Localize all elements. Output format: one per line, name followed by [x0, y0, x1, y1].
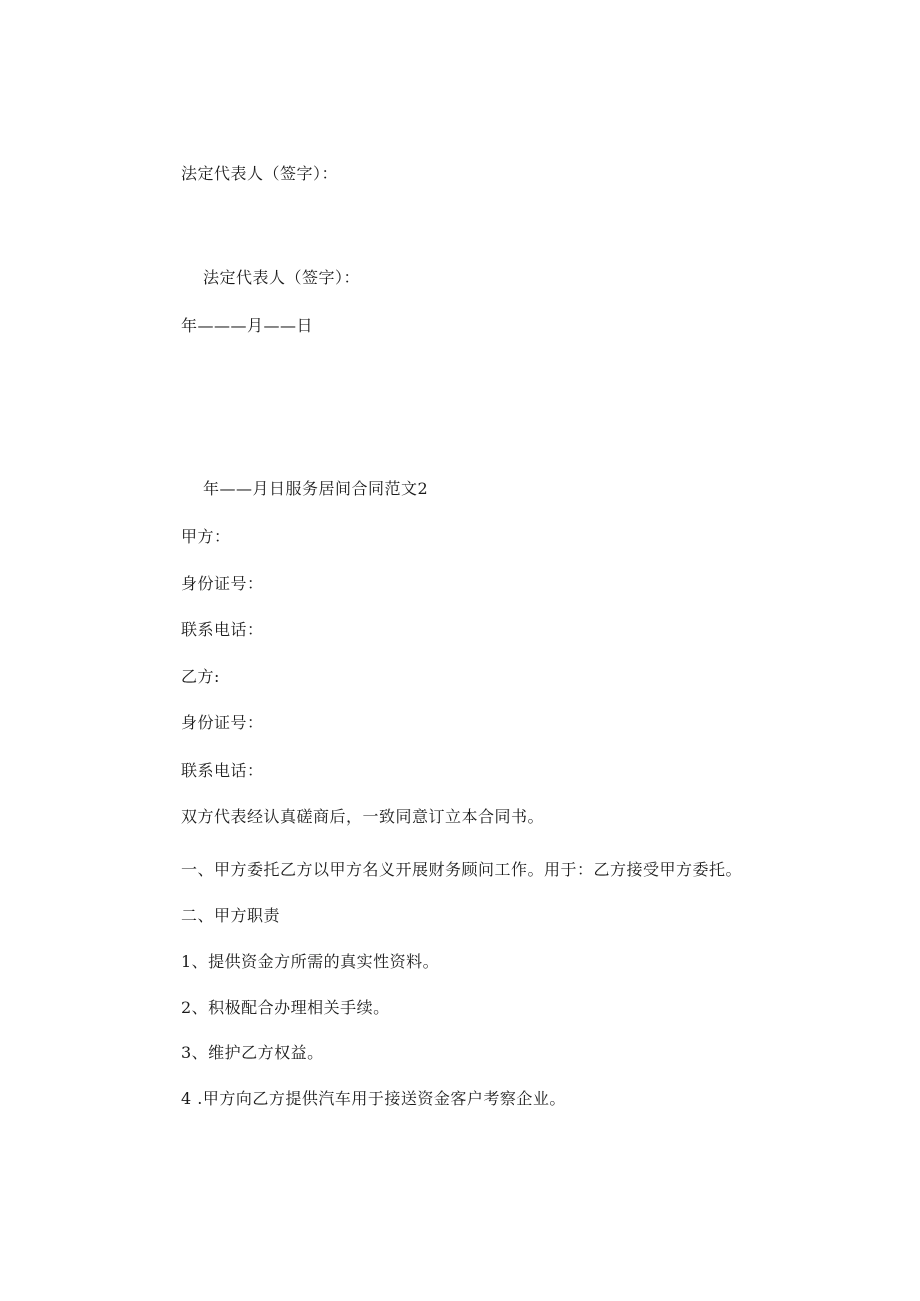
duty-item-1: 1、提供资金方所需的真实性资料。 — [181, 952, 440, 971]
party-a-label: 甲方： — [181, 527, 231, 546]
duty-item-4: 4 .甲方向乙方提供汽车用于接送资金客户考察企业。 — [181, 1089, 566, 1108]
signature-line-legal-rep-1: 法定代表人（签字）： — [181, 164, 339, 183]
party-b-phone-label: 联系电话： — [181, 761, 264, 780]
agreement-intro-paragraph: 双方代表经认真磋商后，一致同意订立本合同书。 — [181, 807, 545, 826]
section-2-heading: 二、甲方职责 — [181, 906, 281, 925]
duty-item-2: 2、积极配合办理相关手续。 — [181, 998, 390, 1017]
party-b-id-number-label: 身份证号： — [181, 713, 264, 732]
date-and-contract-title-line: 年——月日服务居间合同范文2 — [203, 479, 429, 498]
party-a-id-number-label: 身份证号： — [181, 574, 264, 593]
party-a-phone-label: 联系电话： — [181, 620, 264, 639]
date-line: 年———月——日 — [181, 316, 314, 335]
signature-line-legal-rep-2: 法定代表人（签字）： — [203, 268, 361, 287]
party-b-label: 乙方: — [181, 667, 220, 686]
clause-1-paragraph: 一、甲方委托乙方以甲方名义开展财务顾问工作。用于：乙方接受甲方委托。 — [181, 860, 743, 879]
duty-item-3: 3、维护乙方权益。 — [181, 1043, 324, 1062]
